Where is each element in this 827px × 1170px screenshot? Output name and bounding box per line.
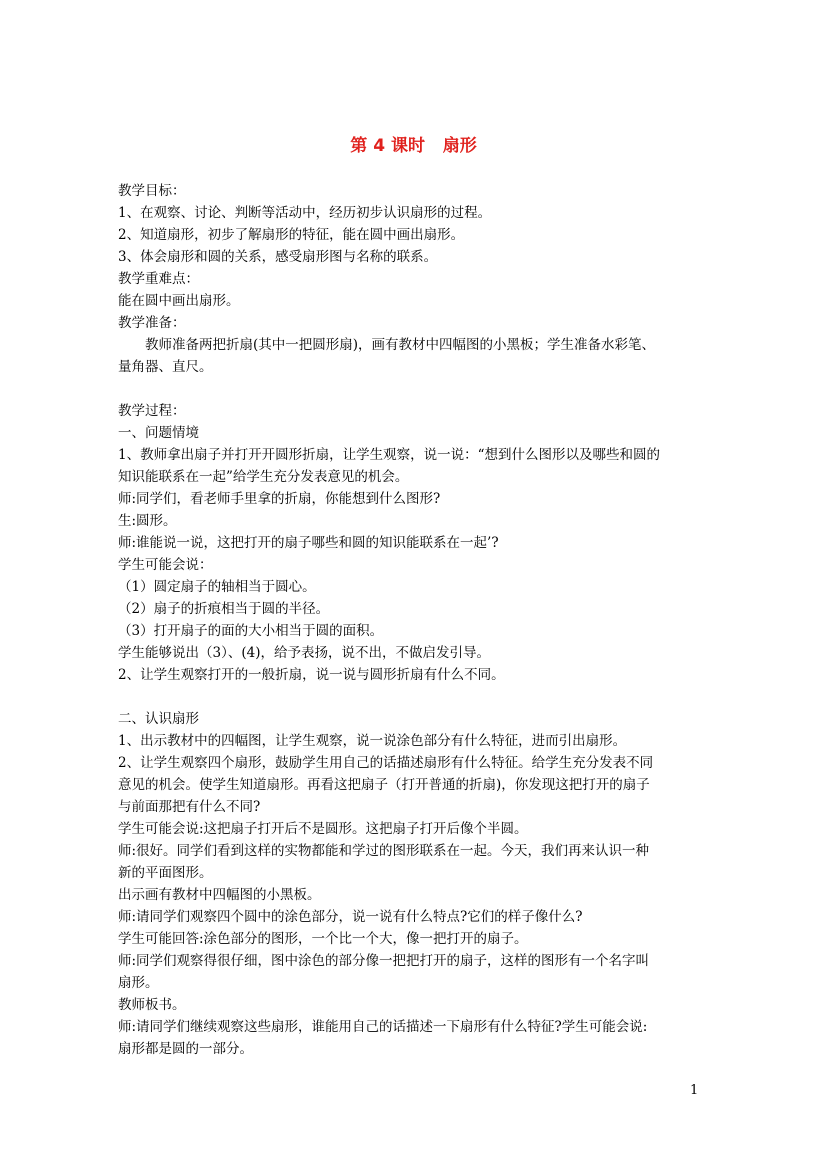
text-line: 师:请同学们观察四个圆中的涂色部分，说一说有什么特点?它们的样子像什么?: [118, 909, 583, 925]
text-line: 1、出示教材中的四幅图，让学生观察，说一说涂色部分有什么特征，进而引出扇形。: [118, 733, 627, 749]
text-line: 教学目标：: [118, 183, 186, 199]
text-line: 3、体会扇形和圆的关系，感受扇形图与名称的联系。: [118, 249, 438, 265]
text-line: 师:请同学们继续观察这些扇形，谁能用自己的话描述一下扇形有什么特征?学生可能会说:: [118, 1019, 648, 1035]
text-line: 师:同学们，看老师手里拿的折扇，你能想到什么图形?: [118, 491, 441, 507]
blank-line: [118, 378, 710, 400]
text-line: （1）圆定扇子的轴相当于圆心。: [118, 579, 316, 595]
text-line: 出示画有教材中四幅图的小黑板。: [118, 887, 321, 903]
text-line: 能在圆中画出扇形。: [118, 293, 240, 309]
blank-line: [118, 686, 710, 708]
text-line: 教学过程：: [118, 403, 186, 419]
text-line: 教学准备：: [118, 315, 186, 331]
text-line: 与前面那把有什么不同?: [118, 799, 261, 815]
text-line: （2）扇子的折痕相当于圆的半径。: [118, 601, 330, 617]
section-heading: 二、认识扇形: [118, 711, 199, 727]
text-line: 1、教师拿出扇子并打开开圆形折扇，让学生观察，说一说：“想到什么图形以及哪些和圆的: [118, 447, 660, 463]
text-line: 扇形都是圆的一部分。: [118, 1041, 253, 1057]
text-line: 新的平面图形。: [118, 865, 213, 881]
text-line: 学生可能回答:涂色部分的图形，一个比一个大，像一把打开的扇子。: [118, 931, 528, 947]
text-line: 学生可能会说：: [118, 557, 213, 573]
text-line: 意见的机会。使学生知道扇形。再看这把扇子（打开普通的折扇)，你发现这把打开的扇子: [118, 777, 650, 793]
text-line: 2、让学生观察四个扇形，鼓励学生用自己的话描述扇形有什么特征。给学生充分发表不同: [118, 755, 654, 771]
text-line: 师:谁能说一说，这把打开的扇子哪些和圆的知识能联系在一起’?: [118, 535, 499, 551]
document-body: [118, 180, 710, 1060]
text-line: 知识能联系在一起”给学生充分发表意见的机会。: [118, 469, 409, 485]
text-line: 师:同学们观察得很仔细，图中涂色的部分像一把把打开的扇子，这样的图形有一个名字叫: [118, 953, 650, 969]
text-line: 2、让学生观察打开的一般折扇，说一说与圆形折扇有什么不同。: [118, 667, 505, 683]
text-line: 量角器、直尺。: [118, 359, 213, 375]
text-line: 1、在观察、讨论、判断等活动中，经历初步认识扇形的过程。: [118, 205, 492, 221]
text-line: 扇形。: [118, 975, 159, 991]
section-heading: 一、问题情境: [118, 425, 199, 441]
text-line: 学生能够说出（3）、(4)，给予表扬，说不出，不做启发引导。: [118, 645, 490, 661]
text-line: （3）打开扇子的面的大小相当于圆的面积。: [118, 623, 384, 639]
text-line: 师:很好。同学们看到这样的实物都能和学过的图形联系在一起。今天，我们再来认识一种: [118, 843, 650, 859]
page-number: 1: [690, 1083, 699, 1098]
text-line: 教师板书。: [118, 997, 186, 1013]
text-line: 2、知道扇形，初步了解扇形的特征，能在圆中画出扇形。: [118, 227, 465, 243]
text-line: 教学重难点：: [118, 271, 199, 287]
text-line: 生:圆形。: [118, 513, 177, 529]
text-line: 学生可能会说:这把扇子打开后不是圆形。这把扇子打开后像个半圆。: [118, 821, 528, 837]
lesson-title: 第 4 课时 扇形: [350, 136, 477, 156]
text-line: 教师准备两把折扇(其中一把圆形扇)，画有教材中四幅图的小黑板；学生准备水彩笔、: [145, 337, 656, 353]
